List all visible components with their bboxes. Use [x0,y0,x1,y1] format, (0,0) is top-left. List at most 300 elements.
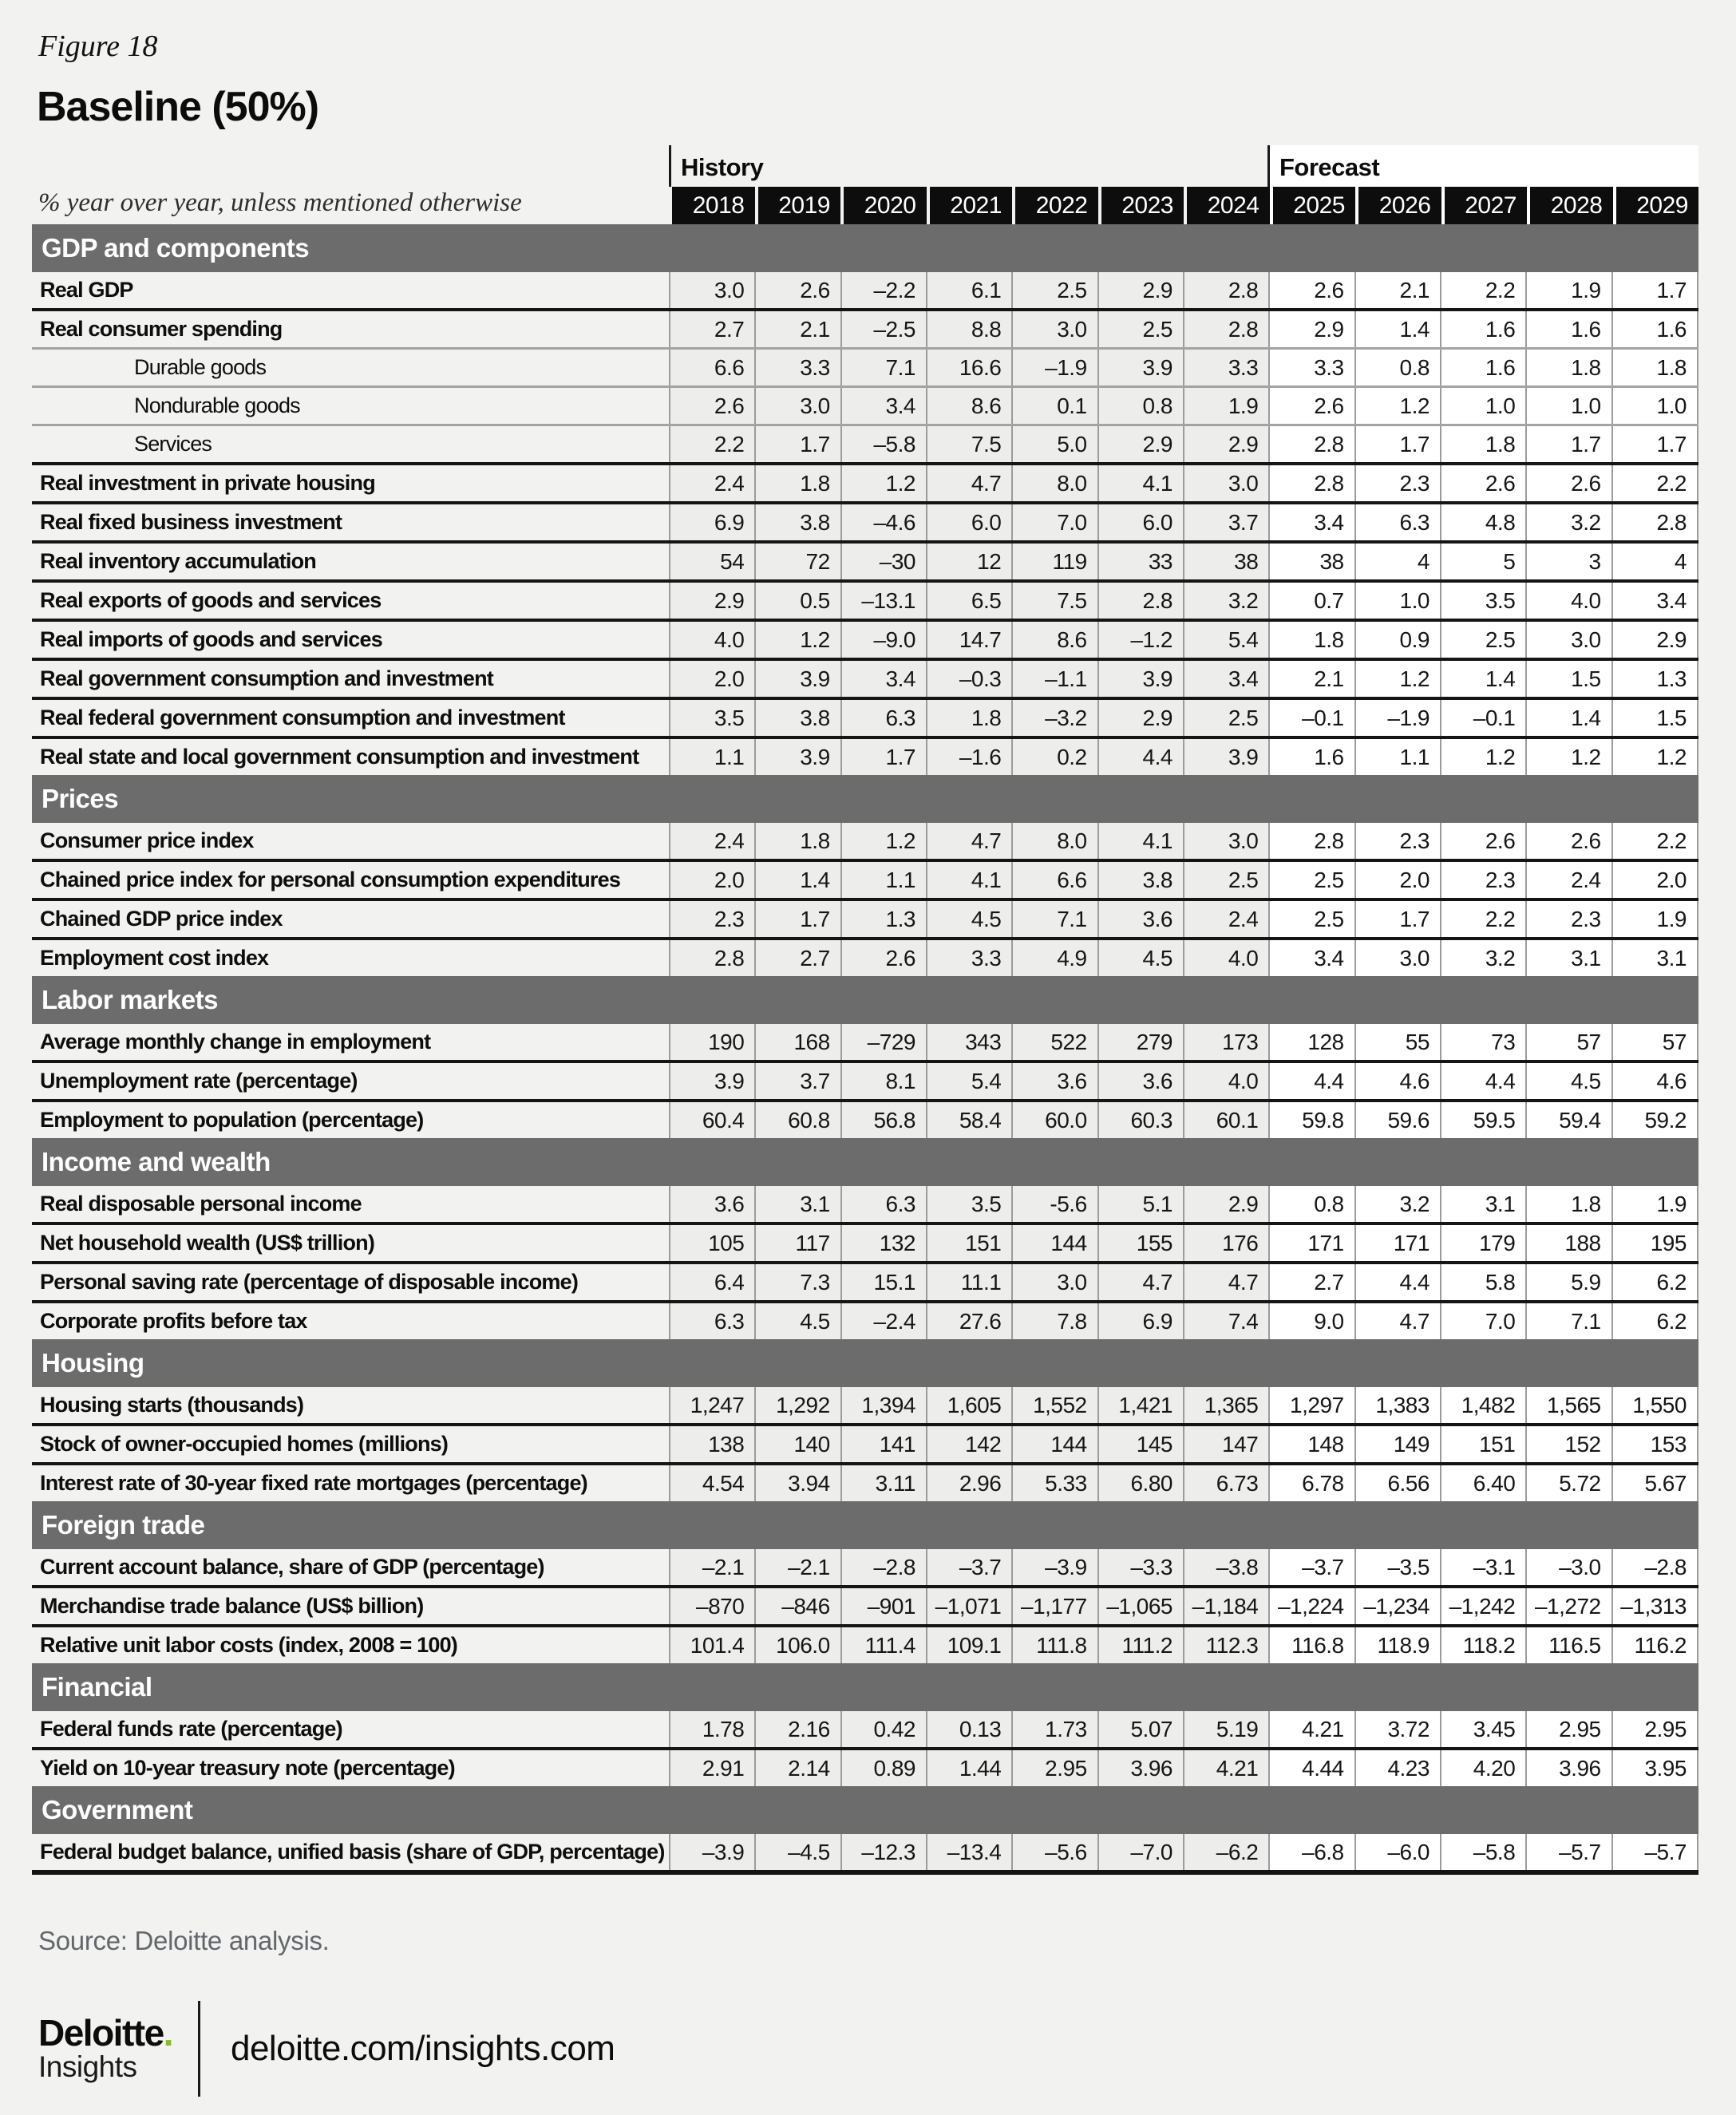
value-cell: 2.1 [1268,661,1354,697]
value-cell: 3.9 [669,1063,754,1099]
value-cell: 3.1 [1525,940,1611,976]
value-cell: 1.8 [754,465,840,501]
value-cell: 2.8 [1268,465,1354,501]
value-cell: 195 [1611,1225,1698,1261]
value-cell: 5.8 [1440,1264,1525,1300]
row-label: Chained GDP price index [40,907,283,931]
row-label: Real government consumption and investment [40,666,493,690]
value-cell: 173 [1183,1024,1268,1060]
value-cell: 2.9 [1097,700,1183,736]
value-cell: 106.0 [754,1627,840,1663]
footer-brand [38,2001,1736,2097]
value-cell: 3.7 [1183,504,1268,540]
value-cell: 5.67 [1611,1465,1698,1501]
value-cell: –0.1 [1440,700,1525,736]
value-cell: –3.0 [1525,1549,1611,1585]
value-cell: 2.8 [1097,583,1183,619]
value-cell: 4.21 [1183,1750,1268,1786]
page-title: Baseline (50%) [37,84,319,130]
table-row [32,898,1698,937]
table-row [32,658,1698,697]
value-cell: 3.95 [1611,1750,1698,1786]
value-cell: 140 [754,1426,840,1462]
value-cell: 2.9 [1097,272,1183,308]
value-cell: 1,365 [1183,1387,1268,1423]
value-cell: 60.3 [1097,1102,1183,1138]
value-cell: 171 [1268,1225,1354,1261]
value-cell: 1,247 [669,1387,754,1423]
value-cell: 3.4 [1611,583,1698,619]
value-cell: 147 [1183,1426,1268,1462]
row-label: Relative unit labor costs (index, 2008 = 100) [40,1633,457,1657]
value-cell: –12.3 [840,1834,926,1870]
value-cell: 4.54 [669,1465,754,1501]
value-cell: 4.0 [1183,1063,1268,1099]
value-cell: 1.6 [1525,311,1611,347]
table-header [32,145,1698,224]
table-row [32,462,1698,501]
value-cell: –5.6 [1011,1834,1097,1870]
value-cell: 141 [840,1426,926,1462]
value-cell: 3.9 [1183,739,1268,775]
value-cell: 7.1 [1011,901,1097,937]
row-label: Real imports of goods and services [40,627,382,651]
value-cell: 2.3 [669,901,754,937]
table-row [32,1387,1698,1423]
value-cell: 1.7 [754,426,840,462]
value-cell: –3.5 [1354,1549,1440,1585]
value-cell: 3.7 [754,1063,840,1099]
value-cell: 3.0 [669,272,754,308]
value-cell: –1,065 [1097,1588,1183,1624]
value-cell: 1.4 [1354,311,1440,347]
table-row [32,1099,1698,1138]
value-cell: 1.6 [1440,350,1525,385]
value-cell: 6.9 [669,504,754,540]
value-cell: 0.1 [1011,388,1097,424]
value-cell: 3.2 [1440,940,1525,976]
value-cell: 2.0 [1611,862,1698,898]
value-cell: 2.9 [1183,426,1268,462]
table-row [32,1024,1698,1060]
value-cell: –6.0 [1354,1834,1440,1870]
value-cell: 59.4 [1525,1102,1611,1138]
value-cell: 2.8 [1611,504,1698,540]
section-header: Labor markets [32,976,1698,1024]
value-cell: 3.8 [754,504,840,540]
value-cell: 2.6 [1268,388,1354,424]
value-cell: 7.0 [1011,504,1097,540]
table-row [32,859,1698,898]
value-cell: –3.7 [1268,1549,1354,1585]
value-cell: 6.5 [926,583,1011,619]
footer-url: deloitte.com/insights.com [230,2029,615,2068]
value-cell: 2.5 [1440,622,1525,658]
value-cell: 2.4 [669,823,754,859]
value-cell: –5.8 [840,426,926,462]
value-cell: 188 [1525,1225,1611,1261]
value-cell: –3.8 [1183,1549,1268,1585]
value-cell: 4.9 [1011,940,1097,976]
row-label: Employment to population (percentage) [40,1108,424,1132]
value-cell: 0.42 [840,1711,926,1747]
row-label: Real fixed business investment [40,510,342,534]
value-cell: 60.8 [754,1102,840,1138]
value-cell: 2.5 [1268,901,1354,937]
value-cell: 14.7 [926,622,1011,658]
value-cell: 1.7 [754,901,840,937]
value-cell: 3.2 [1525,504,1611,540]
value-cell: 109.1 [926,1627,1011,1663]
value-cell: –13.1 [840,583,926,619]
value-cell: 59.5 [1440,1102,1525,1138]
value-cell: 2.1 [1354,272,1440,308]
value-cell: 2.2 [1440,272,1525,308]
forecast-scope-label: Forecast [1267,145,1698,187]
row-label: Unemployment rate (percentage) [40,1069,358,1093]
value-cell: 11.1 [926,1264,1011,1300]
table-subtitle: % year over year, unless mentioned otherwise [38,188,522,217]
value-cell: 168 [754,1024,840,1060]
table-row [32,1261,1698,1300]
value-cell: 4 [1354,544,1440,579]
year-header-2024: 2024 [1184,187,1270,224]
value-cell: 1,297 [1268,1387,1354,1423]
value-cell: 5.4 [926,1063,1011,1099]
table-row [32,1624,1698,1663]
deloitte-insights-logo [38,2011,172,2084]
value-cell: 4.44 [1268,1750,1354,1786]
value-cell: 1.7 [1354,901,1440,937]
value-cell: –1.9 [1354,700,1440,736]
value-cell: 1.1 [669,739,754,775]
year-header-2022: 2022 [1012,187,1098,224]
value-cell: 6.1 [926,272,1011,308]
table-body [32,224,1698,1870]
value-cell: 1,605 [926,1387,1011,1423]
value-cell: 4.0 [1525,583,1611,619]
value-cell: 4.4 [1354,1264,1440,1300]
value-cell: –901 [840,1588,926,1624]
value-cell: –3.9 [669,1834,754,1870]
value-cell: 6.40 [1440,1465,1525,1501]
value-cell: 111.8 [1011,1627,1097,1663]
value-cell: 3.11 [840,1465,926,1501]
table-row [32,823,1698,859]
value-cell: 3.0 [1011,1264,1097,1300]
value-cell: 2.4 [669,465,754,501]
value-cell: 38 [1183,544,1268,579]
value-cell: 1.2 [1611,739,1698,775]
value-cell: 8.0 [1011,823,1097,859]
value-cell: 4.6 [1354,1063,1440,1099]
value-cell: 7.5 [926,426,1011,462]
value-cell: 1.7 [1354,426,1440,462]
history-scope-label: History [669,145,1267,187]
value-cell: 3.5 [1440,583,1525,619]
value-cell: 9.0 [1268,1303,1354,1339]
value-cell: 1.8 [926,700,1011,736]
year-header-2027: 2027 [1441,187,1528,224]
year-header-2026: 2026 [1355,187,1441,224]
value-cell: 111.2 [1097,1627,1183,1663]
value-cell: 132 [840,1225,926,1261]
table-row [32,501,1698,540]
value-cell: 2.6 [1525,823,1611,859]
value-cell: 59.8 [1268,1102,1354,1138]
value-cell: 111.4 [840,1627,926,1663]
row-label: Current account balance, share of GDP (percentage) [40,1555,544,1579]
value-cell: 2.3 [1354,823,1440,859]
value-cell: 2.6 [754,272,840,308]
section-header: Housing [32,1339,1698,1387]
value-cell: 1.7 [840,739,926,775]
value-cell: 2.9 [1097,426,1183,462]
value-cell: 3.1 [1611,940,1698,976]
value-cell: 1.44 [926,1750,1011,1786]
table-row [32,736,1698,775]
value-cell: 4.4 [1268,1063,1354,1099]
value-cell: 2.5 [1183,862,1268,898]
value-cell: 73 [1440,1024,1525,1060]
table-row [32,424,1698,462]
table-row [32,937,1698,976]
value-cell: 171 [1354,1225,1440,1261]
value-cell: 179 [1440,1225,1525,1261]
value-cell: 0.89 [840,1750,926,1786]
table-row [32,1060,1698,1099]
table-row [32,1186,1698,1222]
value-cell: 3.96 [1525,1750,1611,1786]
value-cell: –1,242 [1440,1588,1525,1624]
value-cell: 6.2 [1611,1303,1698,1339]
value-cell: 1.6 [1440,311,1525,347]
value-cell: 1.8 [754,823,840,859]
value-cell: –1,184 [1183,1588,1268,1624]
value-cell: 2.9 [1183,1186,1268,1222]
value-cell: –1,224 [1268,1588,1354,1624]
value-cell: 2.5 [1011,272,1097,308]
table-row [32,1711,1698,1747]
value-cell: 2.96 [926,1465,1011,1501]
value-cell: 0.8 [1354,350,1440,385]
row-label: Corporate profits before tax [40,1309,307,1333]
value-cell: 1.8 [1525,350,1611,385]
value-cell: 116.8 [1268,1627,1354,1663]
value-cell: 4.1 [1097,823,1183,859]
row-label: Real exports of goods and services [40,588,382,612]
row-label: Average monthly change in employment [40,1030,431,1054]
value-cell: 2.3 [1525,901,1611,937]
value-cell: 0.13 [926,1711,1011,1747]
value-cell: 3.0 [1183,465,1268,501]
value-cell: 8.1 [840,1063,926,1099]
value-cell: 5.33 [1011,1465,1097,1501]
value-cell: 116.2 [1611,1627,1698,1663]
value-cell: 3.4 [840,661,926,697]
value-cell: 1,565 [1525,1387,1611,1423]
value-cell: 3.96 [1097,1750,1183,1786]
table-row [32,347,1698,385]
value-cell: 1,482 [1440,1387,1525,1423]
value-cell: 3.5 [669,700,754,736]
value-cell: 2.8 [1183,311,1268,347]
value-cell: –5.7 [1611,1834,1698,1870]
value-cell: 4.7 [1183,1264,1268,1300]
value-cell: 2.0 [669,661,754,697]
value-cell: 8.0 [1011,465,1097,501]
value-cell: 1.4 [754,862,840,898]
value-cell: 1.9 [1611,901,1698,937]
value-cell: 6.9 [1097,1303,1183,1339]
value-cell: 6.6 [1011,862,1097,898]
value-cell: 1.8 [1611,350,1698,385]
value-cell: 119 [1011,544,1097,579]
value-cell: 6.3 [840,1186,926,1222]
value-cell: 3.72 [1354,1711,1440,1747]
value-cell: 54 [669,544,754,579]
value-cell: –3.3 [1097,1549,1183,1585]
row-label: Chained price index for personal consumption expenditures [40,868,621,891]
value-cell: 151 [1440,1426,1525,1462]
value-cell: 138 [669,1426,754,1462]
value-cell: 1.9 [1183,388,1268,424]
row-label: Nondurable goods [134,393,300,417]
value-cell: 4.5 [926,901,1011,937]
value-cell: 27.6 [926,1303,1011,1339]
value-cell: 6.3 [840,700,926,736]
row-label: Stock of owner-occupied homes (millions) [40,1432,449,1456]
value-cell: 4.5 [754,1303,840,1339]
value-cell: 3.4 [840,388,926,424]
table-row [32,619,1698,658]
value-cell: 4.0 [669,622,754,658]
value-cell: 2.5 [1183,700,1268,736]
value-cell: –2.4 [840,1303,926,1339]
value-cell: 153 [1611,1426,1698,1462]
value-cell: 4.8 [1440,504,1525,540]
value-cell: 152 [1525,1426,1611,1462]
logo-divider [198,2001,200,2097]
value-cell: 1.5 [1525,661,1611,697]
value-cell: 2.95 [1611,1711,1698,1747]
value-cell: 1.2 [754,622,840,658]
value-cell: 144 [1011,1225,1097,1261]
value-cell: –3.7 [926,1549,1011,1585]
value-cell: 4.5 [1525,1063,1611,1099]
value-cell: 4.4 [1097,739,1183,775]
value-cell: 1.0 [1525,388,1611,424]
table-row [32,697,1698,736]
table-row [32,1585,1698,1624]
row-label: Real state and local government consumption and investment [40,745,639,769]
value-cell: 2.2 [669,426,754,462]
years-block [669,145,1698,224]
value-cell: 1,292 [754,1387,840,1423]
value-cell: 3.0 [1525,622,1611,658]
value-cell: 8.8 [926,311,1011,347]
value-cell: 3 [1525,544,1611,579]
value-cell: 2.5 [1097,311,1183,347]
value-cell: 3.3 [1268,350,1354,385]
value-cell: 1,552 [1011,1387,1097,1423]
logo-insights-text: Insights [38,2050,137,2083]
value-cell: 4.23 [1354,1750,1440,1786]
value-cell: 4.20 [1440,1750,1525,1786]
value-cell: 8.6 [926,388,1011,424]
year-header-2021: 2021 [927,187,1013,224]
value-cell: 3.4 [1268,940,1354,976]
value-cell: –1,234 [1354,1588,1440,1624]
value-cell: 2.8 [669,940,754,976]
value-cell: –7.0 [1097,1834,1183,1870]
value-cell: 8.6 [1011,622,1097,658]
value-cell: –2.1 [669,1549,754,1585]
value-cell: 57 [1611,1024,1698,1060]
section-header: Financial [32,1663,1698,1711]
value-cell: 1.8 [1268,622,1354,658]
value-cell: 3.9 [754,739,840,775]
value-cell: 5.9 [1525,1264,1611,1300]
value-cell: –4.6 [840,504,926,540]
value-cell: 1.1 [1354,739,1440,775]
value-cell: –1,177 [1011,1588,1097,1624]
value-cell: 1.3 [1611,661,1698,697]
row-label: Real investment in private housing [40,471,375,495]
table-row [32,1300,1698,1339]
value-cell: 2.14 [754,1750,840,1786]
value-cell: 3.9 [1097,350,1183,385]
value-cell: 145 [1097,1426,1183,1462]
value-cell: 151 [926,1225,1011,1261]
value-cell: 142 [926,1426,1011,1462]
value-cell: 2.8 [1183,272,1268,308]
table-row [32,1222,1698,1261]
value-cell: 105 [669,1225,754,1261]
value-cell: 2.6 [1440,465,1525,501]
value-cell: 2.91 [669,1750,754,1786]
value-cell: 3.4 [1183,661,1268,697]
value-cell: 2.6 [1268,272,1354,308]
value-cell: 6.2 [1611,1264,1698,1300]
value-cell: 6.0 [1097,504,1183,540]
value-cell: –2.5 [840,311,926,347]
value-cell: 6.73 [1183,1465,1268,1501]
value-cell: 1.2 [840,823,926,859]
table-row [32,272,1698,308]
value-cell: 5.07 [1097,1711,1183,1747]
value-cell: 118.2 [1440,1627,1525,1663]
row-label: Merchandise trade balance (US$ billion) [40,1594,424,1618]
table-row [32,385,1698,424]
value-cell: 1.4 [1440,661,1525,697]
value-cell: 1.0 [1611,388,1698,424]
year-header-2020: 2020 [840,187,927,224]
value-cell: 0.8 [1097,388,1183,424]
value-cell: 1.0 [1440,388,1525,424]
value-cell: 6.78 [1268,1465,1354,1501]
section-header: Foreign trade [32,1501,1698,1549]
row-label: Employment cost index [40,946,269,970]
row-label: Real GDP [40,278,133,302]
value-cell: 2.6 [1440,823,1525,859]
value-cell: 2.7 [669,311,754,347]
value-cell: 3.6 [1011,1063,1097,1099]
value-cell: 2.4 [1183,901,1268,937]
row-label: Real inventory accumulation [40,549,316,573]
value-cell: 7.3 [754,1264,840,1300]
row-label: Federal funds rate (percentage) [40,1717,342,1741]
